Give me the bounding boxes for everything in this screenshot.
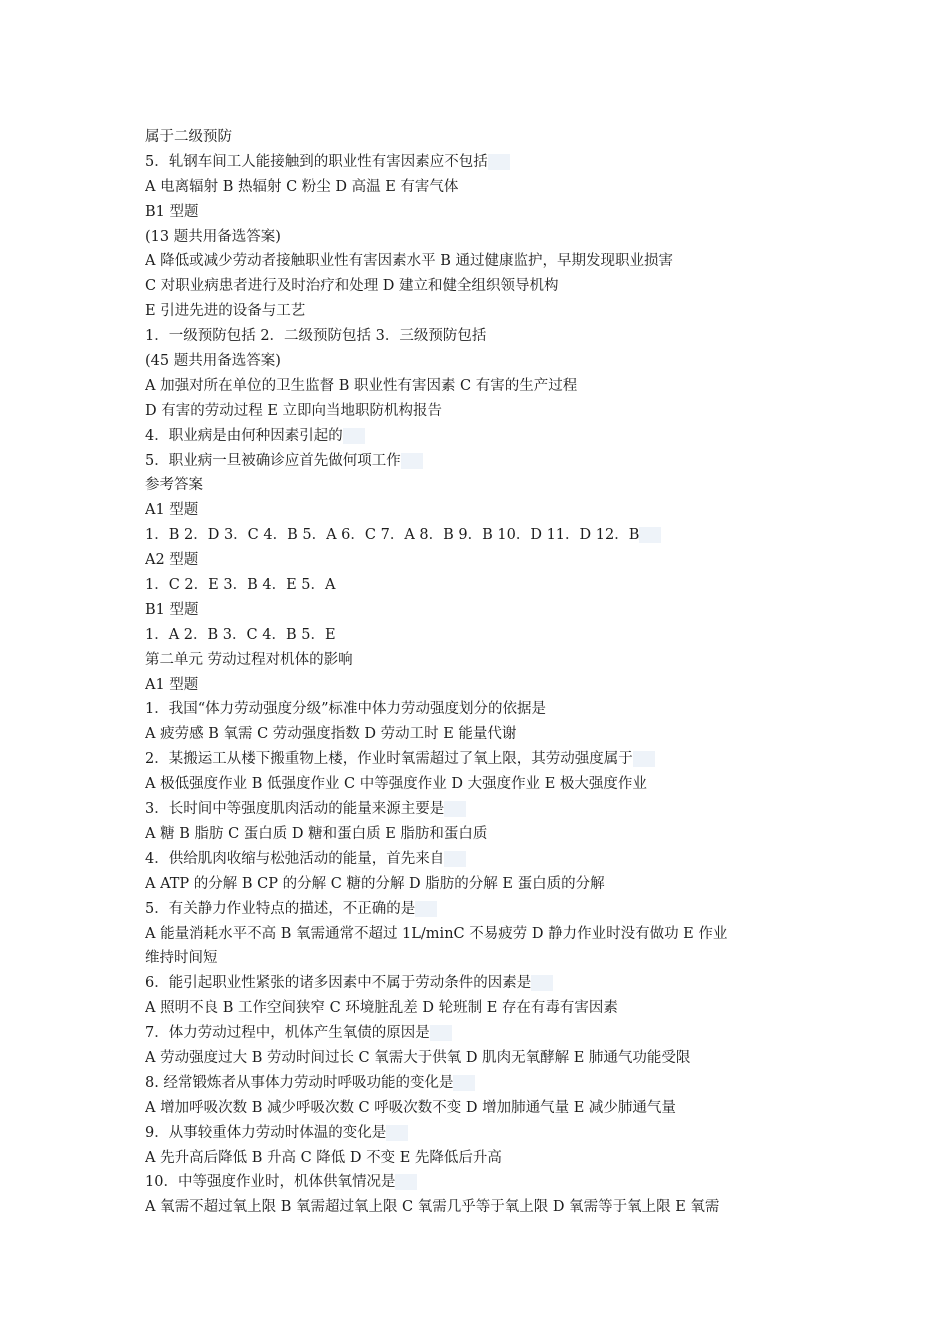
text-line xyxy=(145,946,825,971)
text-line-content: 5．职业病一旦被确诊应首先做何项工作 xyxy=(145,453,423,469)
text-line-content: 6．能引起职业性紧张的诸多因素中不属于劳动条件的因素是 xyxy=(145,975,553,991)
text-line-content: (13 题共用备选答案) xyxy=(145,228,281,245)
text-line-content: A 先升高后降低 B 升高 C 降低 D 不变 E 先降低后升高 xyxy=(145,1149,502,1166)
text-line-content: 3．长时间中等强度肌肉活动的能量来源主要是 xyxy=(145,801,466,817)
text-line-content: 8. 经常锻炼者从事体力劳动时呼吸功能的变化是 xyxy=(145,1075,475,1091)
text-line-content: A1 型题 xyxy=(145,676,199,693)
text-line-content: A 照明不良 B 工作空间狭窄 C 环境脏乱差 D 轮班制 E 存在有毒有害因素 xyxy=(145,1000,618,1017)
text-line xyxy=(145,648,825,673)
text-line xyxy=(145,872,825,897)
text-line xyxy=(145,249,825,274)
text-line xyxy=(145,1071,825,1096)
text-line-content: 4．供给肌肉收缩与松弛活动的能量，首先来自 xyxy=(145,851,466,867)
text-line xyxy=(145,498,825,523)
document-body xyxy=(145,125,825,1220)
text-line xyxy=(145,399,825,424)
text-line-content: 维持时间短 xyxy=(145,950,218,967)
text-line-content: A2 型题 xyxy=(145,552,199,569)
text-line xyxy=(145,1170,825,1195)
text-line-content: 2．某搬运工从楼下搬重物上楼，作业时氧需超过了氧上限，其劳动强度属于 xyxy=(145,751,655,767)
text-line-content: A 劳动强度过大 B 劳动时间过长 C 氧需大于供氧 D 肌肉无氧酵解 E 肺通气功能受限 xyxy=(145,1049,691,1066)
text-line-content: A 能量消耗水平不高 B 氧需通常不超过 1L/minC 不易疲劳 D 静力作业时没有做功 E 作业 xyxy=(145,925,728,942)
text-line xyxy=(145,424,825,449)
text-line xyxy=(145,573,825,598)
text-line-content: A 极低强度作业 B 低强度作业 C 中等强度作业 D 大强度作业 E 极大强度作业 xyxy=(145,776,647,793)
text-line xyxy=(145,673,825,698)
text-line-content: A 加强对所在单位的卫生监督 B 职业性有害因素 C 有害的生产过程 xyxy=(145,377,578,394)
text-line xyxy=(145,623,825,648)
text-line xyxy=(145,449,825,474)
text-line xyxy=(145,374,825,399)
text-line-content: 第二单元 劳动过程对机体的影响 xyxy=(145,651,353,668)
text-line xyxy=(145,1121,825,1146)
text-line xyxy=(145,523,825,548)
text-line-content: 4．职业病是由何种因素引起的 xyxy=(145,428,365,444)
text-line xyxy=(145,299,825,324)
text-line xyxy=(145,847,825,872)
text-line-content: A 降低或减少劳动者接触职业性有害因素水平 B 通过健康监护，早期发现职业损害 xyxy=(145,253,673,270)
text-line xyxy=(145,200,825,225)
text-line-content: 1．A 2．B 3．C 4．B 5．E xyxy=(145,626,336,643)
text-line-content: 1．一级预防包括 2．二级预防包括 3．三级预防包括 xyxy=(145,328,487,345)
text-line xyxy=(145,822,825,847)
text-line-content: A 电离辐射 B 热辐射 C 粉尘 D 高温 E 有害气体 xyxy=(145,178,459,195)
text-line-content: C 对职业病患者进行及时治疗和处理 D 建立和健全组织领导机构 xyxy=(145,278,559,295)
text-line xyxy=(145,598,825,623)
text-line xyxy=(145,1021,825,1046)
text-line-content: 7．体力劳动过程中，机体产生氧债的原因是 xyxy=(145,1025,452,1041)
text-line-content: A 氧需不超过氧上限 B 氧需超过氧上限 C 氧需几乎等于氧上限 D 氧需等于氧上限 E 氧需 xyxy=(145,1199,720,1216)
text-line-content: 1．我国“体力劳动强度分级”标准中体力劳动强度划分的依据是 xyxy=(145,701,547,718)
text-line xyxy=(145,274,825,299)
text-line xyxy=(145,125,825,150)
text-line xyxy=(145,349,825,374)
text-line-content: (45 题共用备选答案) xyxy=(145,353,281,370)
text-line xyxy=(145,797,825,822)
text-line xyxy=(145,1046,825,1071)
text-line xyxy=(145,747,825,772)
text-line-content: D 有害的劳动过程 E 立即向当地职防机构报告 xyxy=(145,402,443,419)
text-line xyxy=(145,697,825,722)
text-line-content: 10．中等强度作业时，机体供氧情况是 xyxy=(145,1174,417,1190)
text-line xyxy=(145,897,825,922)
text-line xyxy=(145,473,825,498)
text-line-content: A1 型题 xyxy=(145,502,199,519)
text-line xyxy=(145,1146,825,1171)
text-line-content: A 糖 B 脂肪 C 蛋白质 D 糖和蛋白质 E 脂肪和蛋白质 xyxy=(145,825,488,842)
text-line-content: B1 型题 xyxy=(145,203,199,220)
text-line xyxy=(145,772,825,797)
text-line-content: E 引进先进的设备与工艺 xyxy=(145,303,306,320)
text-line xyxy=(145,324,825,349)
text-line xyxy=(145,548,825,573)
text-line xyxy=(145,175,825,200)
text-line xyxy=(145,922,825,947)
text-line-content: 1．B 2．D 3．C 4．B 5．A 6．C 7．A 8．B 9．B 10．D 11．D 12．B xyxy=(145,527,661,543)
text-line-content: 9．从事较重体力劳动时体温的变化是 xyxy=(145,1125,408,1141)
text-line-content: A 疲劳感 B 氧需 C 劳动强度指数 D 劳动工时 E 能量代谢 xyxy=(145,726,517,743)
text-line-content: B1 型题 xyxy=(145,601,199,618)
text-line xyxy=(145,1096,825,1121)
text-line xyxy=(145,150,825,175)
text-line-content: 1．C 2．E 3．B 4．E 5．A xyxy=(145,577,336,594)
text-line-content: 5．有关静力作业特点的描述，不正确的是 xyxy=(145,901,437,917)
text-line-content: 5．轧钢车间工人能接触到的职业性有害因素应不包括 xyxy=(145,154,510,170)
text-line xyxy=(145,722,825,747)
text-line-content: A 增加呼吸次数 B 减少呼吸次数 C 呼吸次数不变 D 增加肺通气量 E 减少肺通气量 xyxy=(145,1099,676,1116)
text-line-content: 参考答案 xyxy=(145,477,203,494)
text-line-content: A ATP 的分解 B CP 的分解 C 糖的分解 D 脂肪的分解 E 蛋白质的分解 xyxy=(145,875,605,892)
text-line xyxy=(145,1195,825,1220)
text-line-content: 属于二级预防 xyxy=(145,129,232,145)
text-line xyxy=(145,225,825,250)
text-line xyxy=(145,996,825,1021)
text-line xyxy=(145,971,825,996)
